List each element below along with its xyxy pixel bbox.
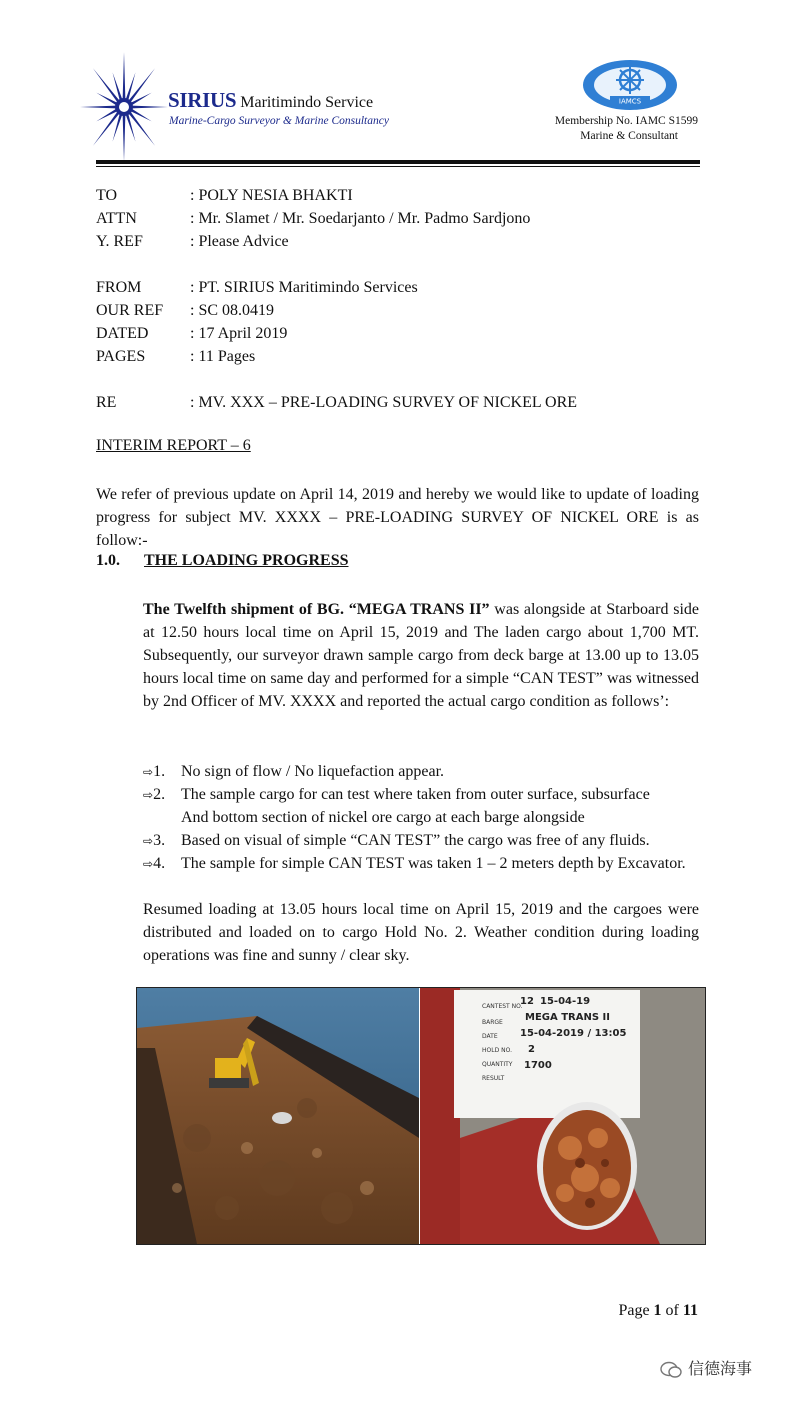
resumed-paragraph: Resumed loading at 13.05 hours local time on April 15, 2019 and the cargoes were distributed and loaded on to cargo Hold No. 2. Weather condition during loading operations was fine and sunny / clear sky. bbox=[143, 901, 699, 964]
sirius-star-logo bbox=[78, 48, 170, 166]
star-ray bbox=[123, 52, 126, 99]
memo-ourref-row bbox=[0, 299, 794, 322]
header-rule-thin bbox=[96, 166, 700, 167]
star-ray bbox=[129, 112, 155, 146]
membership-number: Membership No. IAMC S1599 bbox=[554, 115, 698, 127]
list-item bbox=[143, 760, 703, 783]
memo-label: DATED bbox=[96, 325, 149, 342]
header-rule bbox=[96, 160, 700, 164]
memo-value: : PT. SIRIUS Maritimindo Services bbox=[190, 279, 418, 296]
list-marker: 2. bbox=[153, 786, 166, 803]
memo-label: ATTN bbox=[96, 210, 137, 227]
list-item-text: Based on visual of simple “CAN TEST” the cargo was free of any fluids. bbox=[181, 832, 650, 849]
memo-re-row bbox=[0, 391, 794, 414]
star-ray bbox=[93, 68, 119, 102]
can-line: 15-04-2019 / 13:05 bbox=[520, 1028, 627, 1039]
list-item bbox=[143, 829, 703, 852]
memo-label: Y. REF bbox=[96, 233, 143, 250]
company-name: SIRIUS Maritimindo Service bbox=[168, 88, 374, 112]
list-item-text: The sample for simple CAN TEST was taken 1 – 2 meters depth by Excavator. bbox=[181, 855, 686, 872]
star-ray bbox=[129, 68, 155, 102]
intro-paragraph: We refer of previous update on April 14, 2019 and hereby we would like to update of loading progress for subject MV. XXXX – PRE-LOADING SURVEY OF NICKEL ORE is as follow:- bbox=[96, 486, 699, 549]
can-label: CANTEST NO. bbox=[482, 1003, 523, 1010]
memo-value: : 11 Pages bbox=[190, 348, 256, 365]
memo-attn-row bbox=[0, 207, 794, 230]
star-ray bbox=[132, 106, 168, 109]
can-line: 15-04-19 bbox=[540, 996, 591, 1007]
star-ray bbox=[80, 106, 116, 109]
memo-to-row bbox=[0, 184, 794, 207]
watermark-text: 信德海事 bbox=[688, 1359, 753, 1378]
memo-label: OUR REF bbox=[96, 302, 164, 319]
can-label: QUANTITY bbox=[482, 1061, 513, 1068]
memo-label: PAGES bbox=[96, 348, 146, 365]
memo-label: RE bbox=[96, 394, 117, 411]
can-label: HOLD NO. bbox=[482, 1047, 512, 1054]
can-label: BARGE bbox=[482, 1019, 503, 1026]
can-test-photo bbox=[420, 988, 705, 1244]
memo-label: TO bbox=[96, 187, 118, 204]
arrow-right-icon: ⇨ bbox=[143, 765, 154, 779]
company-tagline: Marine-Cargo Surveyor & Marine Consultancy bbox=[169, 115, 389, 127]
can-line: 1700 bbox=[524, 1060, 552, 1071]
memo-value: : POLY NESIA BHAKTI bbox=[190, 187, 353, 204]
can-line: 2 bbox=[528, 1044, 535, 1055]
list-item-text: No sign of flow / No liquefaction appear. bbox=[181, 763, 445, 780]
memo-value: : Mr. Slamet / Mr. Soedarjanto / Mr. Padmo Sardjono bbox=[190, 210, 531, 227]
list-marker: 1. bbox=[153, 763, 166, 780]
shipment-details: was alongside at Starboard side at 12.50 hours local time on April 15, 2019 and The laden cargo about 1,700 MT. Subsequently, our surveyor drawn sample cargo from deck barge at 13.00 up to 13.05 hours local time on same day and performed for a simple “CAN TEST” was witnessed by 2nd Officer of MV. XXXX and reported the actual cargo condition as follows’: bbox=[143, 601, 699, 710]
section-number: 1.0. bbox=[96, 552, 120, 569]
memo-dated-row bbox=[0, 322, 794, 345]
memo-from-row bbox=[0, 276, 794, 299]
findings-list bbox=[143, 760, 703, 875]
can-label: RESULT bbox=[482, 1075, 505, 1082]
can-line: MEGA TRANS II bbox=[525, 1012, 610, 1023]
barge-excavator-photo bbox=[137, 988, 419, 1244]
photo-panel bbox=[136, 987, 706, 1245]
arrow-right-icon: ⇨ bbox=[143, 788, 154, 802]
list-item bbox=[143, 852, 703, 875]
star-ray bbox=[123, 115, 126, 162]
list-item-text: The sample cargo for can test where taken from outer surface, subsurface bbox=[181, 786, 650, 803]
can-label: DATE bbox=[482, 1033, 498, 1040]
watermark bbox=[660, 1356, 752, 1379]
can-number: 12 bbox=[520, 996, 534, 1007]
memo-value: : Please Advice bbox=[190, 233, 289, 250]
list-marker: 4. bbox=[153, 855, 166, 872]
page-number: Page 1 of 11 bbox=[618, 1302, 698, 1319]
section-paragraph bbox=[143, 598, 699, 713]
list-marker: 3. bbox=[153, 832, 166, 849]
memo-label: FROM bbox=[96, 279, 142, 296]
section-title: THE LOADING PROGRESS bbox=[144, 552, 349, 569]
list-item bbox=[143, 783, 703, 829]
arrow-right-icon: ⇨ bbox=[143, 834, 154, 848]
wechat-icon bbox=[660, 1361, 682, 1379]
memo-yref-row bbox=[0, 230, 794, 253]
memo-pages-row bbox=[0, 345, 794, 368]
memo-value: : MV. XXX – PRE-LOADING SURVEY OF NICKEL ORE bbox=[190, 394, 578, 411]
arrow-right-icon: ⇨ bbox=[143, 857, 154, 871]
list-item-text: And bottom section of nickel ore cargo at each barge alongside bbox=[181, 809, 585, 826]
memo-value: : 17 April 2019 bbox=[190, 325, 288, 342]
iamc-logo bbox=[580, 58, 680, 112]
membership-role: Marine & Consultant bbox=[580, 130, 678, 142]
star-ray bbox=[93, 112, 119, 146]
report-title: INTERIM REPORT – 6 bbox=[96, 437, 251, 454]
memo-value: : SC 08.0419 bbox=[190, 302, 275, 319]
shipment-lead: The Twelfth shipment of BG. “MEGA TRANS II” bbox=[143, 601, 490, 618]
iamc-logo-text: IAMCS bbox=[618, 97, 642, 106]
